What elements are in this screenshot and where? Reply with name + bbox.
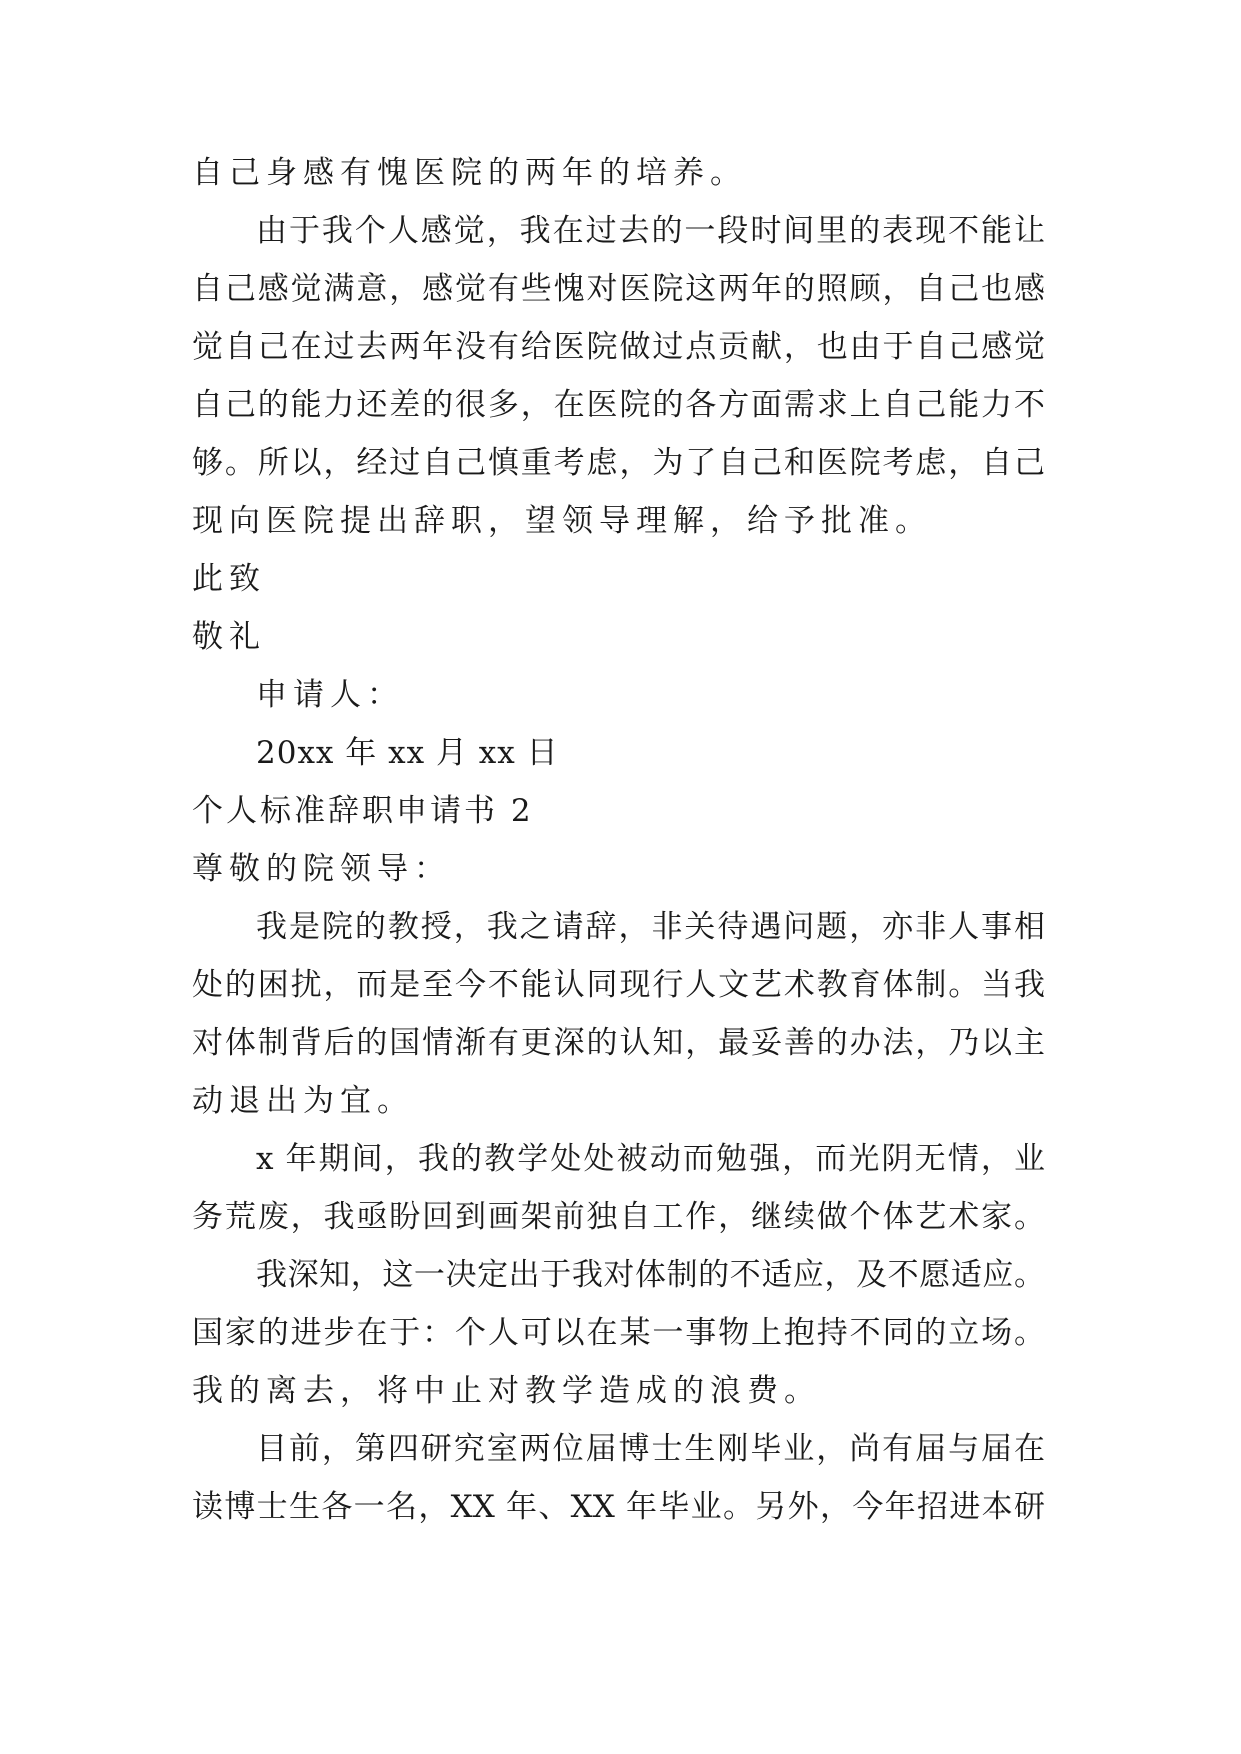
paragraph-first-line: 我深知，这一决定出于我对体制的不适应，及不愿适应。 xyxy=(256,1257,1045,1293)
text-line: 处的困扰，而是至今不能认同现行人文艺术教育体制。当我 xyxy=(192,967,1045,1003)
text-line: 自己感觉满意，感觉有些愧对医院这两年的照顾，自己也感 xyxy=(192,271,1045,307)
text-line: 现向医院提出辞职，望领导理解，给予批准。 xyxy=(192,503,932,539)
closing-salutation: 此致 xyxy=(192,561,266,597)
paragraph-first-line: 目前，第四研究室两位届博士生刚毕业，尚有届与届在 xyxy=(256,1431,1045,1467)
section-title: 个人标准辞职申请书 2 xyxy=(192,793,534,829)
text-line: 读博士生各一名，XX 年、XX 年毕业。另外，今年招进本研 xyxy=(192,1489,1045,1525)
text-line: 觉自己在过去两年没有给医院做过点贡献，也由于自己感觉 xyxy=(192,329,1045,365)
paragraph-first-line: 我是院的教授，我之请辞，非关待遇问题，亦非人事相 xyxy=(256,909,1045,945)
paragraph-first-line: 由于我个人感觉，我在过去的一段时间里的表现不能让 xyxy=(256,213,1045,249)
applicant-label: 申请人： xyxy=(256,677,404,713)
text-line: 动退出为宜。 xyxy=(192,1083,414,1119)
text-line: 我的离去，将中止对教学造成的浪费。 xyxy=(192,1373,821,1409)
greeting: 尊敬的院领导： xyxy=(192,851,451,887)
text-line: 对体制背后的国情渐有更深的认知，最妥善的办法，乃以主 xyxy=(192,1025,1045,1061)
text-line: 自己身感有愧医院的两年的培养。 xyxy=(192,155,747,191)
text-line: 够。所以，经过自己慎重考虑，为了自己和医院考虑，自己 xyxy=(192,445,1045,481)
text-line: 自己的能力还差的很多，在医院的各方面需求上自己能力不 xyxy=(192,387,1045,423)
paragraph-first-line: x 年期间，我的教学处处被动而勉强，而光阴无情，业 xyxy=(256,1141,1045,1177)
closing-regards: 敬礼 xyxy=(192,619,266,655)
text-line: 务荒废，我亟盼回到画架前独自工作，继续做个体艺术家。 xyxy=(192,1199,1045,1235)
text-line: 国家的进步在于：个人可以在某一事物上抱持不同的立场。 xyxy=(192,1315,1045,1351)
date-line: 20xx 年 xx 月 xx 日 xyxy=(256,735,559,771)
